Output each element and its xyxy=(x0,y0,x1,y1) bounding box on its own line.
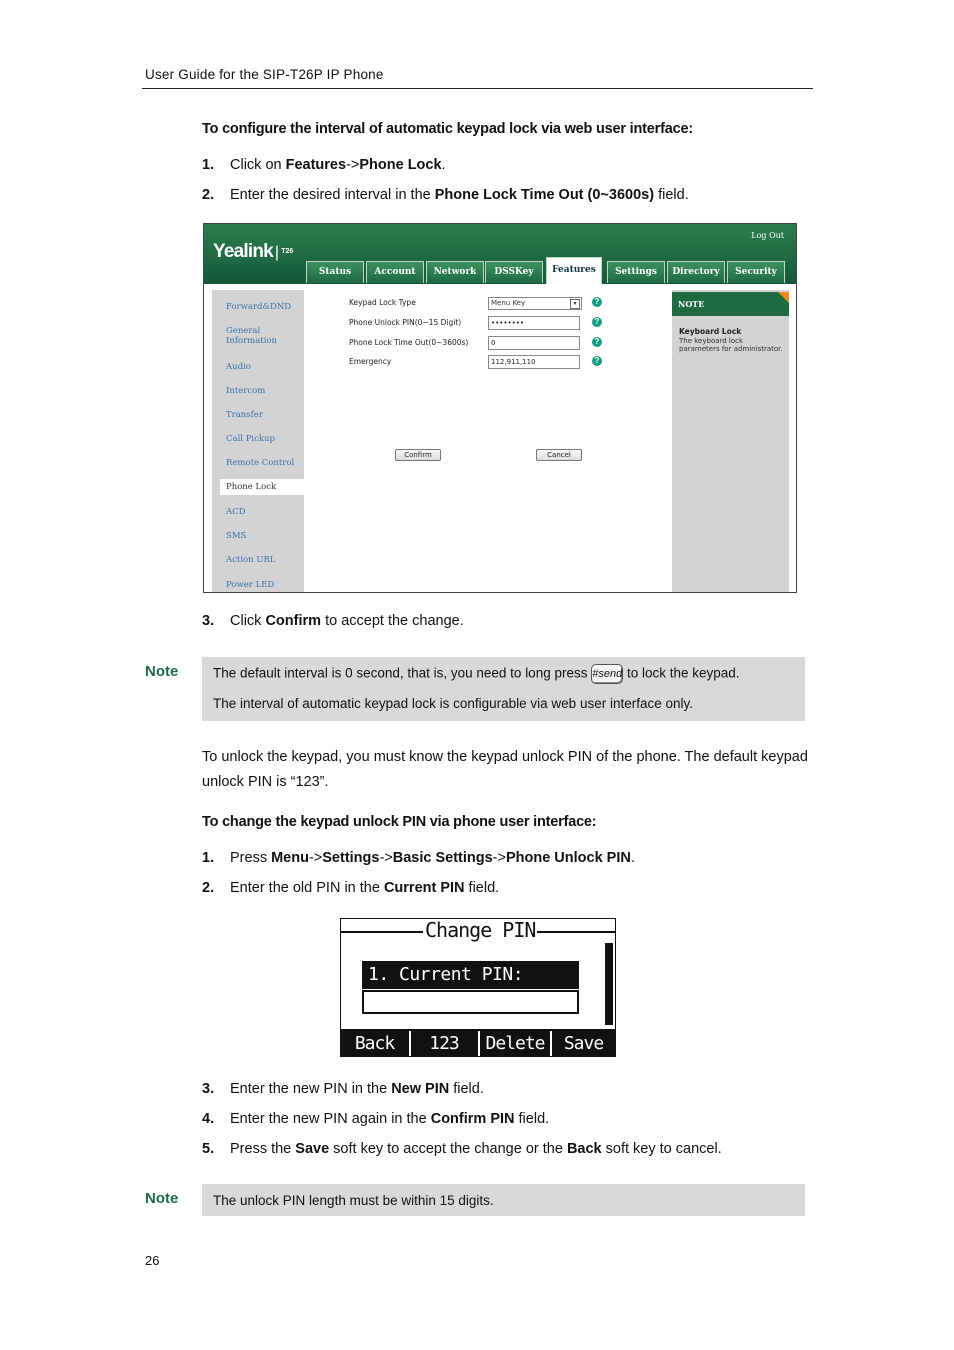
section1-step1 xyxy=(202,157,446,173)
sidebar-item-sms[interactable]: SMS xyxy=(226,531,247,541)
lcd-title-rule xyxy=(529,931,615,933)
web-ui-content xyxy=(308,290,668,592)
menu-phone-unlock-pin: Phone Unlock PIN xyxy=(505,850,631,866)
menu-phone-lock: Phone Lock xyxy=(359,157,442,173)
yealink-logo: Yealink | T26 xyxy=(213,241,294,262)
unlock-paragraph: To unlock the keypad, you must know the keypad unlock PIN of the phone. The default keypad unlock PIN is “123”. xyxy=(202,749,808,790)
note-panel-title: Keyboard Lock xyxy=(679,327,742,336)
document-header-title: User Guide for the SIP-T26P IP Phone xyxy=(145,67,384,82)
step-number: 4. xyxy=(202,1111,215,1127)
sidebar-item-transfer[interactable]: Transfer xyxy=(226,410,263,420)
note-corner-icon xyxy=(778,292,789,303)
separator: -> xyxy=(492,850,506,866)
field-name: Current PIN xyxy=(383,880,465,896)
step-text: field. xyxy=(514,1111,550,1127)
field-name: Confirm PIN xyxy=(430,1111,515,1127)
step-number: 3. xyxy=(202,1081,215,1097)
note-label: Note xyxy=(145,1190,179,1207)
tab-dsskey[interactable]: DSSKey xyxy=(485,261,543,283)
step-text: Click on xyxy=(230,157,286,173)
softkey-delete: Delete xyxy=(485,1033,545,1054)
cancel-button[interactable]: Cancel xyxy=(536,449,582,461)
phone-lcd-screenshot xyxy=(340,918,616,1057)
tab-settings[interactable]: Settings xyxy=(607,261,665,283)
step-number: 1. xyxy=(202,850,215,866)
note-line-1 xyxy=(213,664,740,684)
section2-step2 xyxy=(202,880,499,896)
logout-link[interactable]: Log Out xyxy=(751,231,784,240)
section2-step4 xyxy=(202,1111,549,1127)
logo-model: T26 xyxy=(281,248,294,256)
sidebar-item-intercom[interactable]: Intercom xyxy=(226,386,266,396)
lcd-current-pin-label: 1. Current PIN: xyxy=(362,961,579,989)
softkey-back: Back xyxy=(354,1033,395,1054)
tab-security[interactable]: Security xyxy=(727,261,785,283)
step-text: . xyxy=(441,157,446,173)
step-number: 5. xyxy=(202,1141,215,1157)
separator: -> xyxy=(308,850,323,866)
sidebar-item-call-pickup[interactable]: Call Pickup xyxy=(226,434,275,444)
web-ui-note-panel xyxy=(672,290,789,592)
lock-timeout-input[interactable]: 0 xyxy=(488,336,580,350)
section2-heading: To change the keypad unlock PIN via phone user interface: xyxy=(202,814,597,830)
section2-step1 xyxy=(202,850,635,866)
hash-send-key-icon: #send xyxy=(591,664,623,684)
tab-directory[interactable]: Directory xyxy=(667,261,725,283)
softkey-name: Back xyxy=(566,1141,602,1157)
step-text: Click xyxy=(230,613,266,629)
field-name: New PIN xyxy=(391,1081,450,1097)
section1-heading: To configure the interval of automatic keypad lock via web user interface: xyxy=(202,121,693,137)
step-text: to accept the change. xyxy=(321,613,464,629)
web-ui-screenshot xyxy=(203,223,797,593)
section2-step5 xyxy=(202,1141,722,1157)
dropdown-arrow-icon: ▾ xyxy=(570,299,580,309)
section2-step3 xyxy=(202,1081,484,1097)
separator: -> xyxy=(379,850,393,866)
sidebar-item-power-led[interactable]: Power LED xyxy=(226,580,275,590)
note-line-2: The interval of automatic keypad lock is configurable via web user interface only. xyxy=(213,696,693,711)
menu-features: Features xyxy=(285,157,347,173)
help-icon[interactable]: ? xyxy=(592,337,602,347)
unlock-pin-label: Phone Unlock PIN(0~15 Digit) xyxy=(349,318,462,327)
menu-basic-settings: Basic Settings xyxy=(392,850,493,866)
step-text: Press the xyxy=(230,1141,296,1157)
note-panel-text: The keyboard lock parameters for administrator. xyxy=(679,337,783,353)
step-text: Enter the new PIN in the xyxy=(230,1081,392,1097)
emergency-input[interactable]: 112,911,110 xyxy=(488,355,580,369)
tab-features[interactable]: Features xyxy=(546,257,602,284)
softkey-name: Save xyxy=(295,1141,330,1157)
select-value: Menu Key xyxy=(491,299,526,307)
web-ui-sidebar xyxy=(212,290,304,592)
section1-step3 xyxy=(202,613,464,629)
note-panel-header: NOTE xyxy=(672,292,789,316)
tab-status[interactable]: Status xyxy=(306,261,364,283)
tab-network[interactable]: Network xyxy=(426,261,484,283)
lcd-title-rule xyxy=(341,931,426,933)
logo-text: Yealink xyxy=(213,241,273,262)
sidebar-item-remote-control[interactable]: Remote Control xyxy=(226,458,295,468)
note-label: Note xyxy=(145,663,179,680)
step-text: field. xyxy=(464,880,500,896)
step-number: 3. xyxy=(202,613,215,629)
unlock-pin-input[interactable]: •••••••• xyxy=(488,316,580,330)
note-text: The default interval is 0 second, that is, you need to long press xyxy=(213,665,592,681)
button-name: Confirm xyxy=(265,613,322,629)
sidebar-item-audio[interactable]: Audio xyxy=(226,362,251,372)
note-text: to lock the keypad. xyxy=(623,665,740,681)
note-text: The unlock PIN length must be within 15 digits. xyxy=(213,1193,494,1208)
emergency-label: Emergency xyxy=(349,357,392,366)
help-icon[interactable]: ? xyxy=(592,317,602,327)
sidebar-item-acd[interactable]: ACD xyxy=(226,507,246,517)
lcd-title: Change PIN xyxy=(425,918,536,942)
keypad-lock-type-label: Keypad Lock Type xyxy=(349,298,416,307)
lcd-current-pin-input xyxy=(362,990,579,1014)
sidebar-item-general-information[interactable]: General Information xyxy=(226,326,278,346)
keypad-lock-type-select[interactable] xyxy=(488,297,582,310)
lcd-scrollbar-thumb xyxy=(606,944,612,1024)
step-text: soft key to cancel. xyxy=(601,1141,722,1157)
tab-account[interactable]: Account xyxy=(366,261,424,283)
section1-step2 xyxy=(202,187,689,203)
step-text: field. xyxy=(449,1081,484,1097)
note-box xyxy=(202,657,805,721)
confirm-button[interactable]: Confirm xyxy=(395,449,441,461)
header-rule xyxy=(142,88,813,89)
step-text: Enter the new PIN again in the xyxy=(230,1111,431,1127)
softkey-123: 123 xyxy=(429,1033,459,1054)
step-text: . xyxy=(630,850,635,866)
page-number: 26 xyxy=(145,1253,160,1268)
field-name: Phone Lock Time Out (0~3600s) xyxy=(434,187,655,203)
help-icon[interactable]: ? xyxy=(592,297,602,307)
sidebar-item-phone-lock[interactable]: Phone Lock xyxy=(220,479,312,495)
help-icon[interactable]: ? xyxy=(592,356,602,366)
lock-timeout-label: Phone Lock Time Out(0~3600s) xyxy=(349,338,469,347)
step-text: Enter the old PIN in the xyxy=(230,880,384,896)
menu-settings: Settings xyxy=(322,850,380,866)
note-box xyxy=(202,1184,805,1216)
step-text: Enter the desired interval in the xyxy=(230,187,435,203)
separator: -> xyxy=(346,157,360,173)
step-text: Press xyxy=(230,850,272,866)
web-ui-topbar xyxy=(204,224,796,284)
lcd-scrollbar xyxy=(605,943,613,1025)
step-number: 1. xyxy=(202,157,215,173)
step-text: field. xyxy=(654,187,689,203)
step-text: soft key to accept the change or the xyxy=(329,1141,567,1157)
step-number: 2. xyxy=(202,187,215,203)
sidebar-item-forward-dnd[interactable]: Forward&DND xyxy=(226,302,292,312)
softkey-save: Save xyxy=(563,1033,604,1054)
sidebar-item-action-url[interactable]: Action URL xyxy=(226,555,276,565)
menu-menu: Menu xyxy=(271,850,309,866)
step-number: 2. xyxy=(202,880,215,896)
